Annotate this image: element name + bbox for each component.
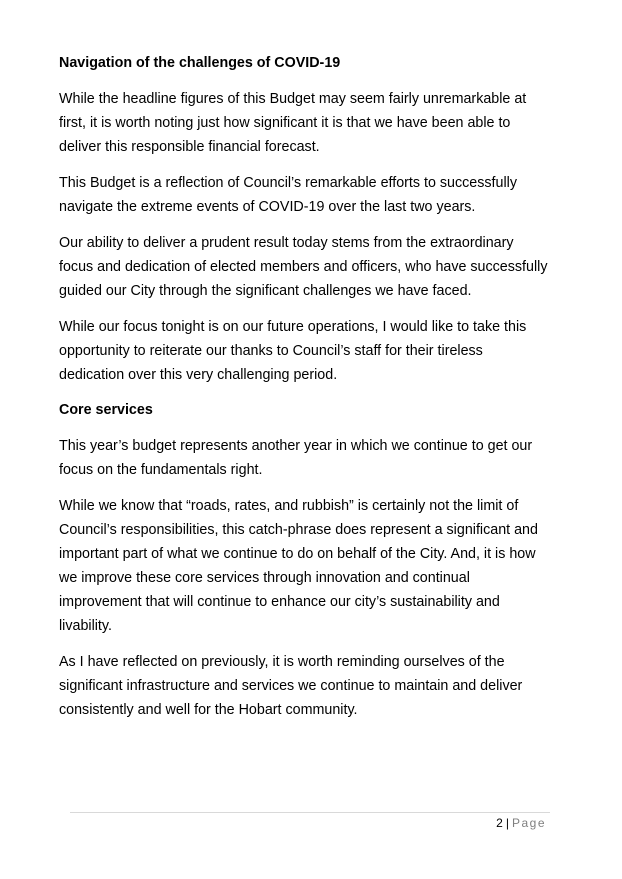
text-line: significant infrastructure and services we continue to maintain and deliver (59, 678, 523, 694)
text-line: dedication over this very challenging period. (59, 367, 338, 383)
text-line: guided our City through the significant challenges we have faced. (59, 283, 472, 299)
text-line: Our ability to deliver a prudent result today stems from the extraordinary (59, 235, 514, 251)
footer-divider (70, 812, 550, 813)
section-heading-covid: Navigation of the challenges of COVID-19 (59, 55, 341, 71)
page-footer (496, 815, 546, 831)
text-line: While our focus tonight is on our future operations, I would like to take this (59, 319, 527, 335)
paragraph (59, 315, 559, 387)
paragraph (59, 494, 559, 638)
section-heading-core-services: Core services (59, 402, 153, 418)
text-line: This year’s budget represents another year in which we continue to get our (59, 438, 533, 454)
page-content (59, 52, 559, 734)
paragraph (59, 231, 559, 303)
text-line: As I have reflected on previously, it is worth reminding ourselves of the (59, 654, 505, 670)
text-line: deliver this responsible financial forecast. (59, 139, 320, 155)
text-line: livability. (59, 618, 112, 634)
paragraph (59, 434, 559, 482)
text-line: we improve these core services through innovation and continual (59, 570, 470, 586)
paragraph (59, 87, 559, 159)
text-line: opportunity to reiterate our thanks to Council’s staff for their tireless (59, 343, 483, 359)
text-line: consistently and well for the Hobart community. (59, 702, 358, 718)
page-number: 2 (496, 816, 503, 830)
text-line: While we know that “roads, rates, and rubbish” is certainly not the limit of (59, 498, 519, 514)
text-line: first, it is worth noting just how significant it is that we have been able to (59, 115, 511, 131)
footer-separator: | (505, 816, 509, 830)
paragraph (59, 171, 559, 219)
text-line: improvement that will continue to enhance our city’s sustainability and (59, 594, 500, 610)
text-line: navigate the extreme events of COVID-19 over the last two years. (59, 199, 476, 215)
text-line: While the headline figures of this Budget may seem fairly unremarkable at (59, 91, 527, 107)
text-line: Council’s responsibilities, this catch-phrase does represent a significant and (59, 522, 538, 538)
page-label: Page (511, 816, 546, 830)
paragraph (59, 650, 559, 722)
text-line: This Budget is a reflection of Council’s remarkable efforts to successfully (59, 175, 517, 191)
text-line: focus and dedication of elected members and officers, who have successfully (59, 259, 548, 275)
text-line: focus on the fundamentals right. (59, 462, 263, 478)
text-line: important part of what we continue to do on behalf of the City. And, it is how (59, 546, 536, 562)
